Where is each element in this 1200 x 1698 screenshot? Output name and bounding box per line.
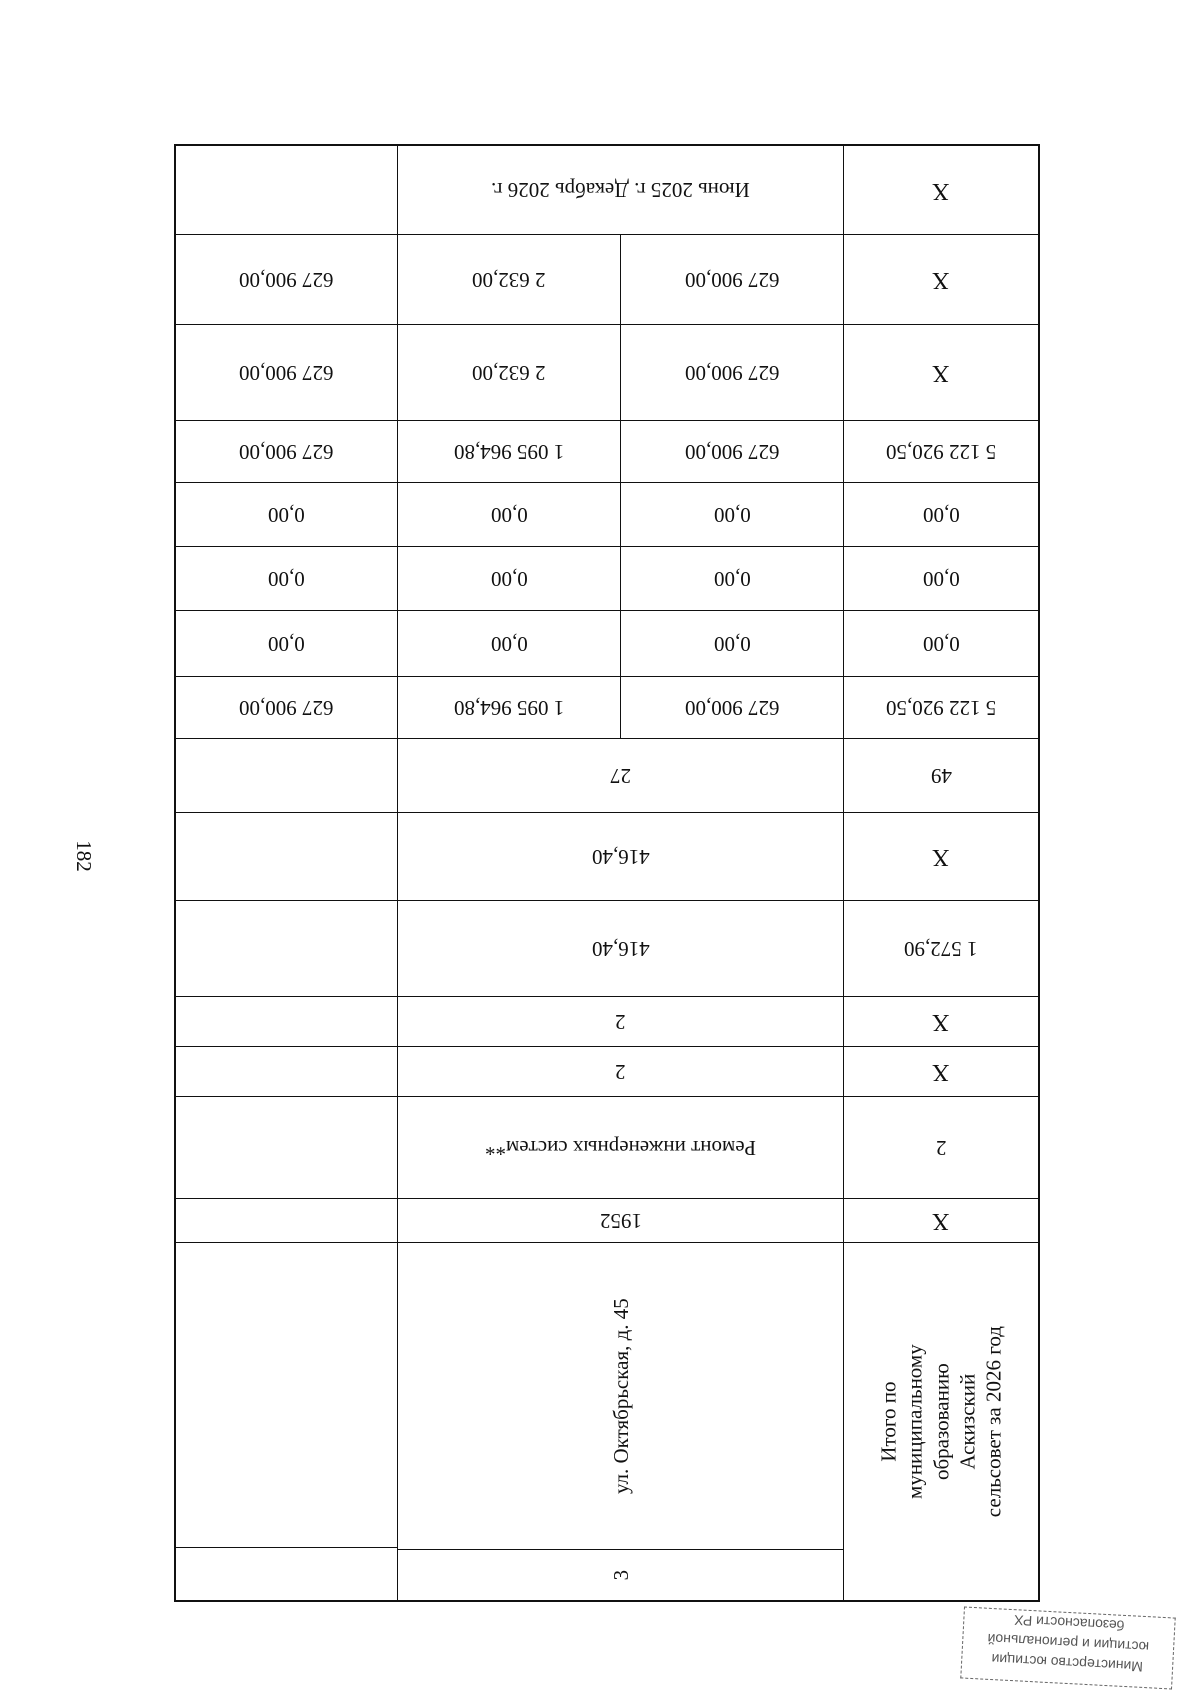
table-cell xyxy=(176,1199,398,1242)
table-cell: 5 122 920,50 xyxy=(885,440,997,465)
table-cell: 27 xyxy=(398,739,844,812)
table-cell: 627 900,00 xyxy=(176,677,398,738)
table-cell: 2 xyxy=(398,997,844,1046)
table-cell xyxy=(398,1243,844,1600)
table-cell: X xyxy=(932,1207,950,1234)
table-cell: X xyxy=(932,843,950,870)
table-cell: 627 900,00 xyxy=(176,325,398,420)
table-cell: 1 095 964,80 xyxy=(398,677,621,738)
table-row xyxy=(176,676,1038,738)
table-row xyxy=(176,546,1038,610)
table-row xyxy=(176,420,1038,482)
table-row xyxy=(176,324,1038,420)
table-cell xyxy=(844,1243,1038,1600)
table-cell: 49 xyxy=(930,764,952,789)
table-cell xyxy=(176,901,398,996)
address-text: ул. Октябрьская, д. 45 xyxy=(608,1298,633,1494)
table-row xyxy=(176,1096,1038,1198)
table-cell: 0,00 xyxy=(398,483,621,546)
table-row xyxy=(176,996,1038,1046)
table-cell: 0,00 xyxy=(621,483,844,546)
table-row xyxy=(176,146,1038,234)
registry-stamp: безопасности РХ юстиции и региональной Министерство юстиции xyxy=(960,1607,1175,1690)
table-row xyxy=(176,1198,1038,1242)
table-cell: 2 xyxy=(935,1136,947,1161)
row-index: 3 xyxy=(608,1569,633,1581)
table-cell xyxy=(398,146,844,234)
table-cell xyxy=(176,146,398,234)
table-row xyxy=(176,1046,1038,1096)
table-row xyxy=(176,738,1038,812)
table-cell: X xyxy=(932,359,950,386)
table-cell: 2 632,00 xyxy=(398,325,621,420)
table-cell: 5 122 920,50 xyxy=(885,696,997,721)
table-cell xyxy=(176,1097,398,1198)
table-cell: 416,40 xyxy=(398,901,844,996)
table-row xyxy=(176,482,1038,546)
table-cell xyxy=(176,813,398,900)
table-cell: 1 095 964,80 xyxy=(398,421,621,482)
table-cell: 627 900,00 xyxy=(176,421,398,482)
table-row xyxy=(176,234,1038,324)
table-cell xyxy=(176,997,398,1046)
table-cell: 0,00 xyxy=(398,547,621,610)
table-cell: 627 900,00 xyxy=(176,235,398,324)
table-cell: 0,00 xyxy=(176,483,398,546)
table-cell xyxy=(176,739,398,812)
table-cell xyxy=(176,1243,398,1600)
table-row xyxy=(176,610,1038,676)
period-text: Июнь 2025 г. Декабрь 2026 г. xyxy=(491,178,750,203)
table-cell xyxy=(176,1047,398,1096)
table-cell: X xyxy=(932,1008,950,1035)
table-cell: 0,00 xyxy=(922,632,960,657)
table-cell: 2 xyxy=(398,1047,844,1096)
table-cell: 0,00 xyxy=(922,503,960,528)
table-cell: 1 572,90 xyxy=(904,937,978,962)
table-cell: X xyxy=(932,1058,950,1085)
table-cell: 627 900,00 xyxy=(621,421,844,482)
total-label: Итого по муниципальному образованию Аскизский сельсовет за 2026 год xyxy=(876,1325,1006,1518)
table-cell: X xyxy=(932,177,950,204)
table-cell: 627 900,00 xyxy=(621,677,844,738)
table-cell: 0,00 xyxy=(176,611,398,676)
table-cell: 627 900,00 xyxy=(621,235,844,324)
table-cell: 416,40 xyxy=(398,813,844,900)
table-cell: 0,00 xyxy=(621,547,844,610)
table-cell: X xyxy=(932,266,950,293)
page-number: 182 xyxy=(72,840,96,872)
table-cell: 0,00 xyxy=(398,611,621,676)
table-cell: 2 632,00 xyxy=(398,235,621,324)
table-cell: 627 900,00 xyxy=(621,325,844,420)
table-cell: 0,00 xyxy=(621,611,844,676)
table-cell: 0,00 xyxy=(176,547,398,610)
table-row xyxy=(176,1242,1038,1600)
data-table xyxy=(174,144,1040,1602)
table-cell: 1952 xyxy=(398,1199,844,1242)
table-row xyxy=(176,900,1038,996)
table-cell: 0,00 xyxy=(922,567,960,592)
table-cell: Ремонт инженерных систем** xyxy=(398,1097,844,1198)
table-row xyxy=(176,812,1038,900)
